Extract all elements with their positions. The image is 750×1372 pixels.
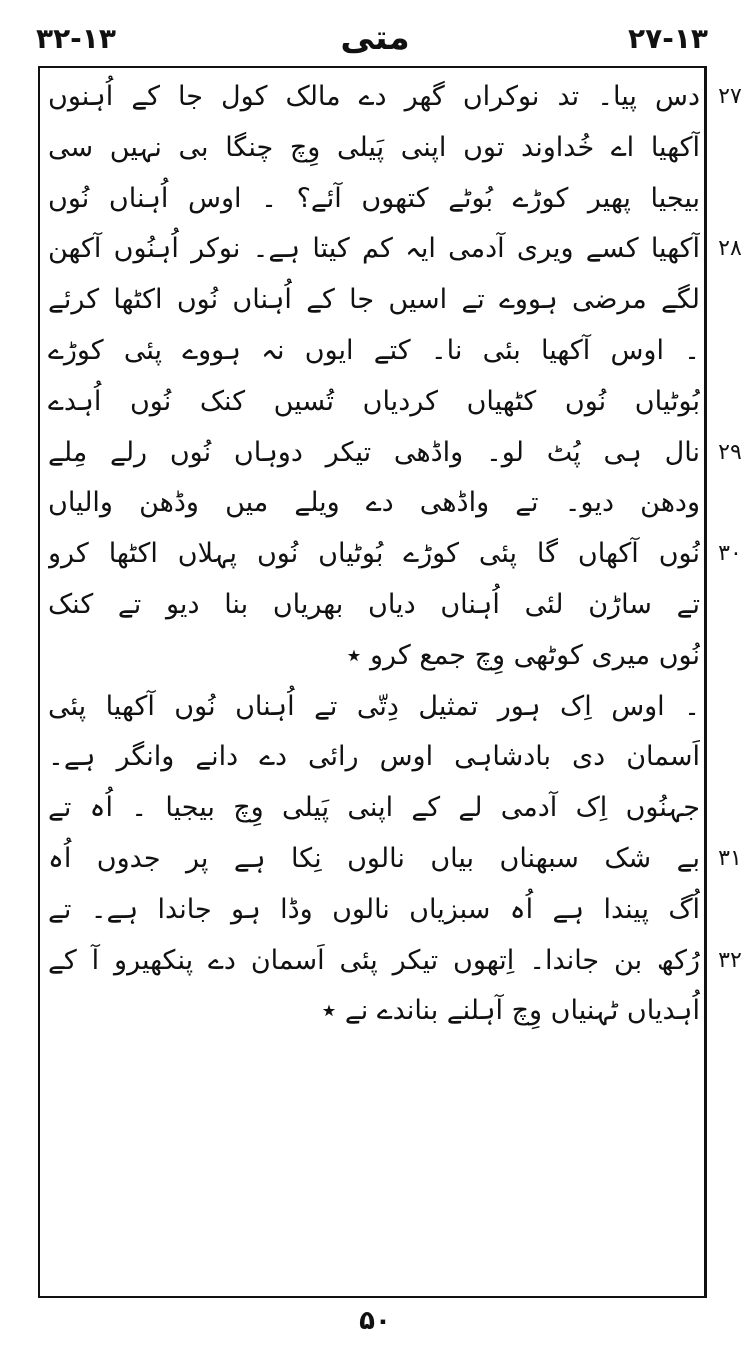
text-body	[48, 72, 700, 1037]
header-chapter-ref-right: ۲۷-۱۳	[628, 22, 708, 55]
text-line: بیجیا پھیر کوڑے بُوٹے کتھوں آئے؟ ۔ اوس اُہناں نُوں	[48, 182, 700, 214]
text-line: اَسمان دی بادشاہی اوس رائی دے دانے وانگر ہے۔	[48, 741, 700, 773]
text-line: نال ہی پُٹ لو۔ واڈھی تیکر دوہاں نُوں رلے مِلے	[48, 436, 700, 468]
verse-number-29: ۲۹	[718, 440, 742, 465]
verse-number-27: ۲۷	[718, 84, 742, 109]
book-title: متی	[340, 18, 410, 58]
text-line: دس پیا۔ تد نوکراں گھر دے مالک کول جا کے اُہنوں	[48, 81, 700, 112]
text-line: جہنُوں اِک آدمی لے کے اپنی پَیلی وِچ بیجیا ۔ اُہ تے	[48, 792, 700, 824]
text-line: آکھیا کسے ویری آدمی ایہ کم کیتا ہے۔ نوکر اُہنُوں آکھن	[48, 233, 700, 265]
text-line: لگے مرضی ہووے تے اسیں جا کے اُہناں نُوں اکٹھا کرئے	[48, 284, 700, 316]
text-line: آکھیا اے خُداوند توں اپنی پَیلی وِچ چنگا بی نہیں سی	[48, 131, 700, 163]
verse-number-32: ۳۲	[718, 948, 742, 973]
text-line: ودھن دیو۔ تے واڈھی دے ویلے میں وڈھن والیاں	[48, 487, 700, 519]
page-number: ۵۰	[359, 1306, 391, 1336]
margin-divider	[705, 66, 707, 1298]
verse-number-31: ۳۱	[718, 846, 742, 871]
text-line: اُہدیاں ٹہنیاں وِچ آہلنے بناندے نے ٭	[321, 995, 700, 1027]
header-chapter-ref-left: ۳۲-۱۳	[36, 22, 116, 55]
verse-number-28: ۲۸	[718, 236, 742, 261]
text-line: رُکھ بن جاندا۔ اِتھوں تیکر پئی اَسمان دے پنکھیرو آ کے	[48, 944, 700, 976]
text-line: اُگ پیندا ہے اُہ سبزیاں نالوں وڈا ہو جاندا ہے۔ تے	[48, 893, 700, 925]
text-line: تے ساڑن لئی اُہناں دیاں بھریاں بنا دیو تے کنک	[48, 588, 700, 620]
text-line: نُوں میری کوٹھی وِچ جمع کرو ٭	[346, 639, 700, 671]
text-line: ۔ اوس آکھیا بئی نا۔ کتے ایوں نہ ہووے پئی کوڑے	[48, 334, 700, 366]
page-header	[0, 14, 750, 64]
verse-number-30: ۳۰	[718, 541, 742, 566]
text-line: بے شک سبھناں بیاں نالوں نِکا ہے پر جدوں اُہ	[48, 842, 700, 874]
text-line: نُوں آکھاں گا پئی کوڑے بُوٹیاں نُوں پہلاں اکٹھا کرو	[48, 538, 700, 570]
text-line: ۔ اوس اِک ہور تمثیل دِتّی تے اُہناں نُوں آکھیا پئی	[48, 690, 700, 722]
text-line: بُوٹیاں نُوں کٹھیاں کردیاں تُسیں کنک نُوں اُہدے	[48, 385, 700, 417]
